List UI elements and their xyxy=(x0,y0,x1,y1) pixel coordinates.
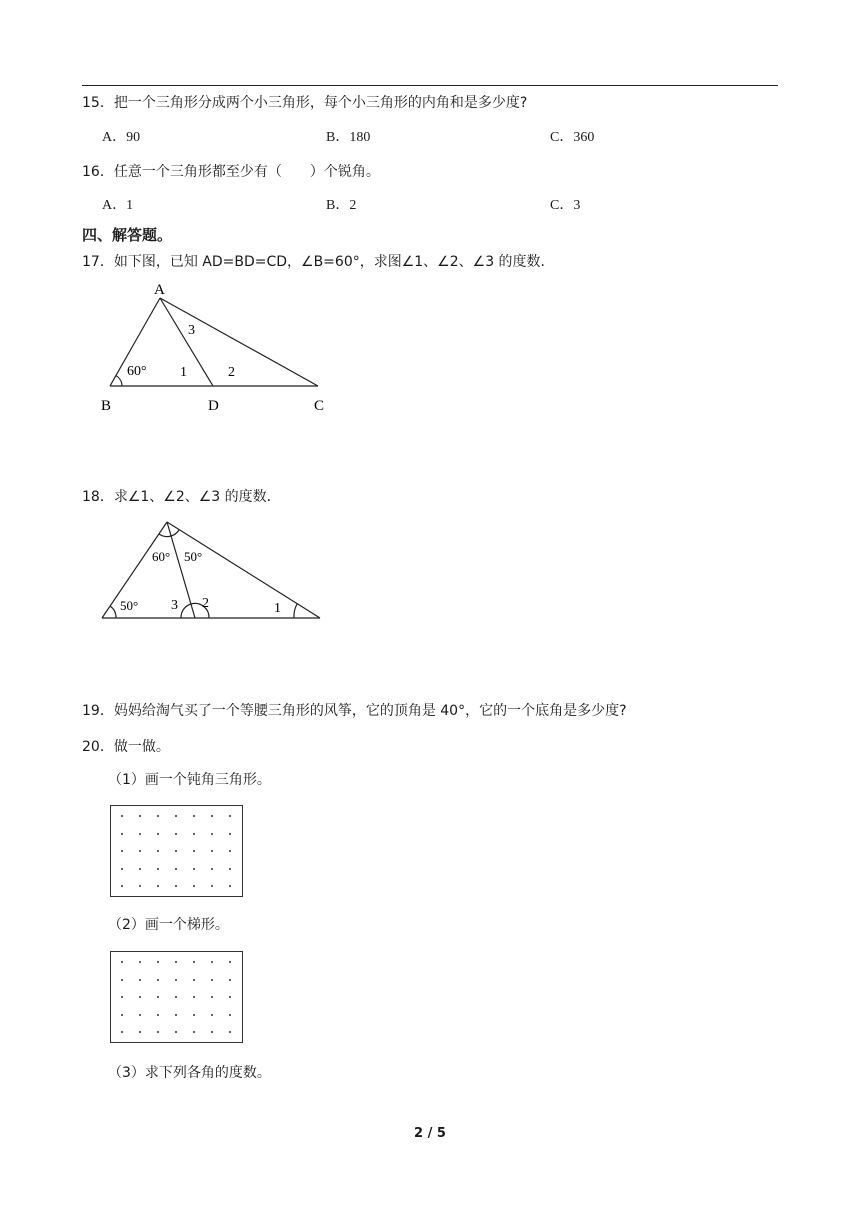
grid-dot xyxy=(157,885,159,887)
dot-grid-2[interactable] xyxy=(110,951,243,1043)
grid-dot xyxy=(175,868,177,870)
grid-dot xyxy=(193,850,195,852)
label-angle-b: 60° xyxy=(127,364,147,379)
grid-dot xyxy=(211,1031,213,1033)
header-rule xyxy=(82,85,778,86)
grid-dot xyxy=(193,961,195,963)
q20-part-2: （2）画一个梯形。 xyxy=(108,917,229,933)
q15-option-a[interactable]: A．90 xyxy=(102,130,141,145)
q20-part-3: （3）求下列各角的度数。 xyxy=(108,1065,271,1081)
grid-dot xyxy=(175,885,177,887)
grid-dot xyxy=(157,961,159,963)
grid-dot xyxy=(121,1014,123,1016)
label-angle-1: 1 xyxy=(180,365,187,380)
grid-dot xyxy=(193,1014,195,1016)
grid-dot xyxy=(211,815,213,817)
grid-dot xyxy=(121,868,123,870)
grid-dot xyxy=(121,1031,123,1033)
grid-dot xyxy=(211,1014,213,1016)
label-angle-2: 2 xyxy=(228,365,235,380)
grid-dot xyxy=(175,850,177,852)
grid-dot xyxy=(229,850,231,852)
label-vertex-d: D xyxy=(208,398,219,414)
grid-dot xyxy=(175,979,177,981)
section-title: 四、解答题。 xyxy=(82,226,173,244)
grid-dot xyxy=(175,996,177,998)
grid-dot xyxy=(193,979,195,981)
grid-dot xyxy=(139,885,141,887)
dot-grid-1[interactable] xyxy=(110,805,243,897)
grid-dot xyxy=(229,815,231,817)
q15-option-b[interactable]: B．180 xyxy=(326,130,371,145)
grid-dot xyxy=(139,815,141,817)
question-15: 15．把一个三角形分成两个小三角形，每个小三角形的内角和是多少度? xyxy=(82,95,528,111)
grid-dot xyxy=(229,1031,231,1033)
label-top-right-angle: 50° xyxy=(184,549,203,564)
grid-dot xyxy=(157,850,159,852)
grid-dot xyxy=(139,868,141,870)
label-angle-3: 3 xyxy=(188,323,195,338)
grid-dot xyxy=(139,979,141,981)
question-18: 18．求∠1、∠2、∠3 的度数． xyxy=(82,489,281,505)
grid-dot xyxy=(211,996,213,998)
grid-dot xyxy=(121,885,123,887)
grid-dot xyxy=(229,996,231,998)
label-vertex-a: A xyxy=(154,282,165,298)
grid-dot xyxy=(229,979,231,981)
q16-option-b[interactable]: B．2 xyxy=(326,198,357,213)
grid-dot xyxy=(139,1031,141,1033)
label-angle-2: 2 xyxy=(202,596,209,611)
grid-dot xyxy=(211,850,213,852)
grid-dot xyxy=(229,885,231,887)
label-vertex-b: B xyxy=(101,398,112,414)
grid-dot xyxy=(229,833,231,835)
grid-dot xyxy=(121,996,123,998)
q16-option-c[interactable]: C．3 xyxy=(550,198,581,213)
q16-option-a[interactable]: A．1 xyxy=(102,198,134,213)
grid-dot xyxy=(121,850,123,852)
grid-dot xyxy=(175,961,177,963)
grid-dot xyxy=(139,961,141,963)
question-17: 17．如下图，已知 AD=BD=CD，∠B=60°，求图∠1、∠2、∠3 的度数． xyxy=(82,254,555,270)
grid-dot xyxy=(175,1031,177,1033)
grid-dot xyxy=(193,885,195,887)
label-bottom-left-angle: 50° xyxy=(120,598,139,613)
grid-dot xyxy=(229,1014,231,1016)
question-20: 20．做一做。 xyxy=(82,739,170,755)
grid-dot xyxy=(211,961,213,963)
grid-dot xyxy=(157,815,159,817)
grid-dot xyxy=(229,961,231,963)
grid-dot xyxy=(139,833,141,835)
grid-dot xyxy=(157,1031,159,1033)
grid-dot xyxy=(157,1014,159,1016)
label-vertex-c: C xyxy=(314,398,325,414)
grid-dot xyxy=(211,979,213,981)
grid-dot xyxy=(193,996,195,998)
grid-dot xyxy=(175,815,177,817)
grid-dot xyxy=(229,868,231,870)
grid-dot xyxy=(175,833,177,835)
grid-dot xyxy=(211,868,213,870)
grid-dot xyxy=(157,868,159,870)
grid-dot xyxy=(157,996,159,998)
grid-dot xyxy=(139,996,141,998)
grid-dot xyxy=(121,815,123,817)
label-top-left-angle: 60° xyxy=(152,549,171,564)
grid-dot xyxy=(139,850,141,852)
q15-option-c[interactable]: C．360 xyxy=(550,130,595,145)
grid-dot xyxy=(175,1014,177,1016)
grid-dot xyxy=(121,833,123,835)
q18-triangle-figure xyxy=(90,512,330,627)
grid-dot xyxy=(157,979,159,981)
grid-dot xyxy=(121,979,123,981)
grid-dot xyxy=(193,1031,195,1033)
q20-part-1: （1）画一个钝角三角形。 xyxy=(108,772,271,788)
grid-dot xyxy=(157,833,159,835)
grid-dot xyxy=(121,961,123,963)
grid-dot xyxy=(193,815,195,817)
grid-dot xyxy=(193,833,195,835)
label-angle-3: 3 xyxy=(171,598,178,613)
question-19: 19．妈妈给淘气买了一个等腰三角形的风筝，它的顶角是 40°，它的一个底角是多少度? xyxy=(82,703,627,719)
grid-dot xyxy=(193,868,195,870)
page-number: 2 / 5 xyxy=(414,1126,446,1141)
q17-triangle-figure xyxy=(90,276,350,421)
grid-dot xyxy=(139,1014,141,1016)
label-angle-1: 1 xyxy=(274,601,281,616)
question-16: 16．任意一个三角形都至少有（ ）个锐角。 xyxy=(82,164,380,180)
grid-dot xyxy=(211,885,213,887)
grid-dot xyxy=(211,833,213,835)
